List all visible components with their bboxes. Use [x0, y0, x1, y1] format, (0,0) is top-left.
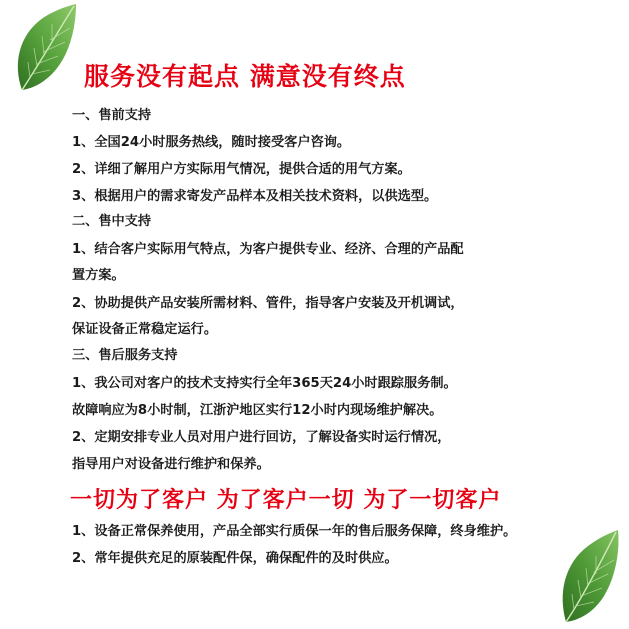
list-item: 指导用户对设备进行维护和保养。: [72, 457, 270, 472]
green-leaf-icon: [556, 528, 622, 624]
page-title: 服务没有起点 满意没有终点: [84, 62, 406, 91]
list-item: 1、全国24小时服务热线，随时接受客户咨询。: [72, 135, 351, 150]
section-heading-in-sale: 二、售中支持: [72, 214, 152, 229]
list-item: 1、设备正常保养使用，产品全部实行质保一年的售后服务保障，终身维护。: [72, 524, 517, 539]
list-item: 2、协助提供产品安装所需材料、管件，指导客户安装及开机调试，: [72, 296, 464, 311]
list-item: 故障响应为8小时制，江浙沪地区实行12小时内现场维护解决。: [72, 403, 443, 418]
list-item: 保证设备正常稳定运行。: [72, 322, 218, 337]
list-item: 置方案。: [72, 268, 125, 283]
section-heading-presale: 一、售前支持: [72, 108, 152, 123]
list-item: 2、详细了解用户方实际用气情况，提供合适的用气方案。: [72, 162, 411, 177]
list-item: 2、定期安排专业人员对用户进行回访，了解设备实时运行情况，: [72, 430, 451, 445]
slogan: 一切为了客户 为了客户一切 为了一切客户: [70, 488, 502, 513]
list-item: 1、结合客户实际用气特点，为客户提供专业、经济、合理的产品配: [72, 242, 464, 257]
list-item: 3、根据用户的需求寄发产品样本及相关技术资料，以供选型。: [72, 189, 438, 204]
list-item: 1、我公司对客户的技术支持实行全年365天24小时跟踪服务制。: [72, 376, 457, 391]
list-item: 2、常年提供充足的原装配件保，确保配件的及时供应。: [72, 551, 398, 566]
green-leaf-icon: [10, 2, 80, 94]
section-heading-after-sale: 三、售后服务支持: [72, 348, 178, 363]
